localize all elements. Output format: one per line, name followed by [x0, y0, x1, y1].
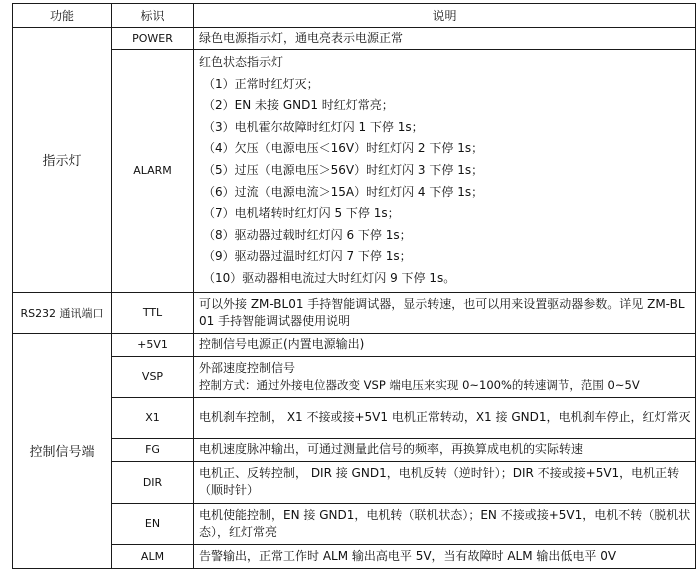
table-row-dir: [13, 461, 696, 503]
table-row-alarm: [13, 50, 696, 293]
alarm-item: （4）欠压（电源电压＜16V）时红灯闪 2 下停 1s；: [203, 141, 484, 156]
tag-cell-dir: DIR: [112, 461, 194, 503]
alarm-title: 红色状态指示灯: [199, 55, 284, 69]
desc-text: 控制方式：通过外接电位器改变 VSP 端电压来实现 0~100%的转速调节，范围 0~5V: [199, 377, 640, 392]
alarm-item: （10）驱动器相电流过大时红灯闪 9 下停 1s。: [203, 270, 456, 285]
desc-text: 电机刹车控制， X1 不接或接+5V1 电机正常转动，X1 接 GND1，电机刹车停止，红灯常灭: [199, 410, 691, 425]
tag-cell-en: EN: [112, 503, 194, 544]
desc-cell-ttl: [194, 292, 696, 333]
desc-text: 控制信号电源正(内置电源输出): [199, 337, 365, 352]
desc-title: 外部速度控制信号: [199, 360, 296, 375]
alarm-item: （6）过流（电源电流＞15A）时红灯闪 4 下停 1s；: [203, 184, 484, 199]
desc-text: 告警输出，正常工作时 ALM 输出高电平 5V，当有故障时 ALM 输出低电平 0V: [199, 548, 617, 563]
function-cell-rs232: RS232 通讯端口: [13, 292, 112, 333]
table-row-en: [13, 503, 696, 544]
desc-cell-alm: [194, 544, 696, 568]
desc-cell-en: [194, 503, 696, 544]
desc-cell-5v1: [194, 333, 696, 356]
function-cell-control: 控制信号端: [13, 333, 112, 568]
table-row-x1: [13, 397, 696, 438]
desc-cell-alarm: [194, 50, 696, 293]
tag-cell-alarm: ALARM: [112, 50, 194, 293]
alarm-item: （1）正常时红灯灭；: [203, 76, 319, 91]
function-cell-indicator: 指示灯: [13, 28, 112, 293]
alarm-item: （3）电机霍尔故障时红灯闪 1 下停 1s；: [203, 119, 424, 134]
desc-cell-dir: [194, 461, 696, 503]
alarm-item: （8）驱动器过载时红灯闪 6 下停 1s；: [203, 227, 412, 242]
table-row-alm: [13, 544, 696, 568]
table-row-vsp: [13, 356, 696, 397]
header-function: 功能: [13, 4, 112, 28]
desc-text: 电机使能控制，EN 接 GND1，电机转（联机状态）；EN 不接或接+5V1，电机不转（脱机状态），红灯常亮: [199, 507, 691, 539]
tag-cell-vsp: VSP: [112, 356, 194, 397]
header-row: [13, 4, 696, 28]
desc-text: 电机速度脉冲输出，可通过测量此信号的频率，再换算成电机的实际转速: [199, 442, 584, 457]
table-row-rs232: [13, 292, 696, 333]
desc-text: 电机正、反转控制， DIR 接 GND1，电机反转（逆时针）；DIR 不接或接+5V1，电机正转（顺时针）: [199, 466, 680, 498]
desc-text: 可以外接 ZM-BL01 手持智能调试器，显示转速，也可以用来设置驱动器参数。详见 ZM-BL01 手持智能调试器使用说明: [199, 296, 685, 328]
desc-text: 绿色电源指示灯，通电亮表示电源正常: [199, 31, 404, 45]
desc-cell-vsp: [194, 356, 696, 397]
tag-cell-ttl: TTL: [112, 292, 194, 333]
table-row-fg: [13, 438, 696, 461]
desc-cell-power: [194, 28, 696, 50]
tag-cell-5v1: +5V1: [112, 333, 194, 356]
desc-cell-x1: [194, 397, 696, 438]
table-row-5v1: [13, 333, 696, 356]
tag-cell-alm: ALM: [112, 544, 194, 568]
alarm-item: （9）驱动器过温时红灯闪 7 下停 1s；: [203, 249, 412, 264]
spec-table: [12, 3, 696, 569]
header-tag: 标识: [112, 4, 194, 28]
table-row-power: [13, 28, 696, 50]
desc-cell-fg: [194, 438, 696, 461]
alarm-item: （2）EN 未接 GND1 时红灯常亮；: [203, 98, 394, 113]
alarm-item: （7）电机堵转时红灯闪 5 下停 1s；: [203, 206, 400, 221]
tag-cell-x1: X1: [112, 397, 194, 438]
tag-cell-fg: FG: [112, 438, 194, 461]
alarm-item: （5）过压（电源电压＞56V）时红灯闪 3 下停 1s；: [203, 162, 484, 177]
header-description: 说明: [194, 4, 696, 28]
tag-cell-power: POWER: [112, 28, 194, 50]
